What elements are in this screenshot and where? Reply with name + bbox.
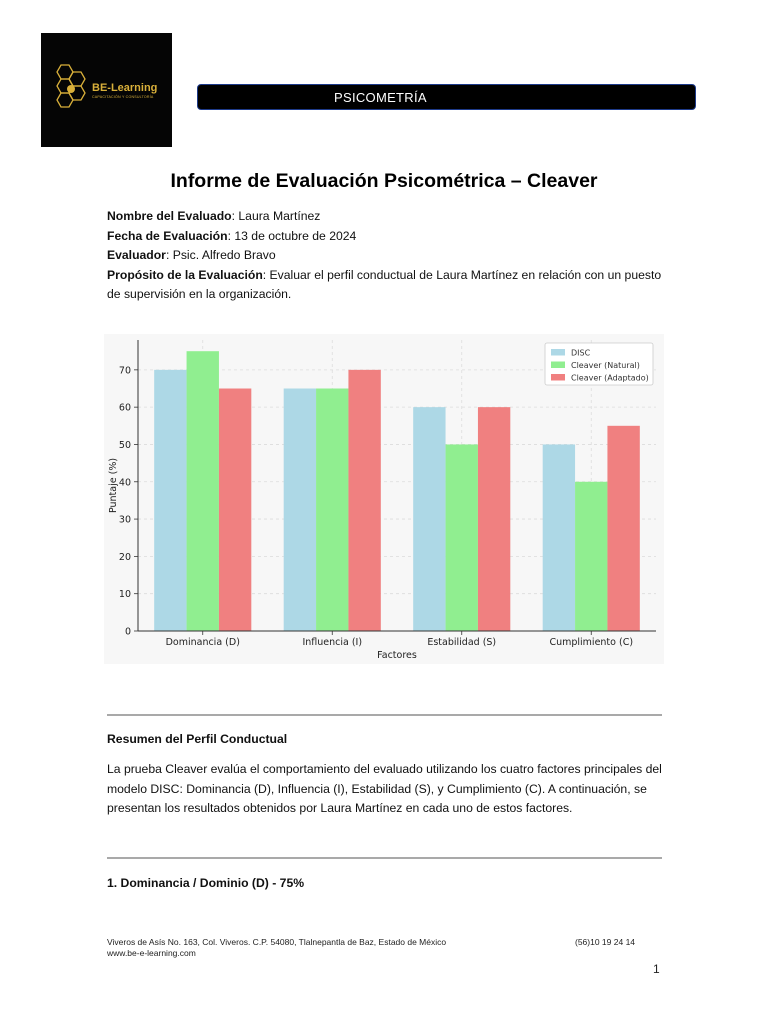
disc-bar-chart <box>104 334 664 664</box>
logo-subtext: CAPACITACIÓN Y CONSULTORÍA <box>92 95 154 99</box>
chart-bar <box>446 444 478 631</box>
footer-website[interactable]: www.be-e-learning.com <box>107 948 196 958</box>
footer-address: Viveros de Asís No. 163, Col. Viveros. C.P. 54080, Tlalnepantla de Baz, Estado de México <box>107 937 447 947</box>
meta-label: Nombre del Evaluado <box>107 209 232 223</box>
meta-label: Propósito de la Evaluación <box>107 267 263 282</box>
x-tick-label: Cumplimiento (C) <box>549 637 634 648</box>
chart-bar <box>478 407 510 631</box>
company-logo <box>41 33 172 147</box>
chart-bar <box>284 389 316 632</box>
logo-text: BE-Learning <box>92 82 158 94</box>
factor-heading: 1. Dominancia / Dominio (D) - 75% <box>107 876 305 890</box>
page-title: Informe de Evaluación Psicométrica – Cleaver <box>170 170 598 192</box>
meta-row-name <box>107 207 667 227</box>
honeycomb-icon <box>51 63 91 113</box>
chart-bar <box>413 407 445 631</box>
meta-row-date <box>107 227 667 247</box>
summary-paragraph: La prueba Cleaver evalúa el comportamiento del evaluado utilizando los cuatro factores principales del modelo DISC: Dominancia (D), Influencia (I), Estabilidad (S), y Cumplimiento (C). A continuación, se presentan los resultados obtenidos por Laura Martínez en cada uno de estos factores. <box>107 762 662 815</box>
meta-label: Evaluador <box>107 248 166 262</box>
section-heading: Resumen del Perfil Conductual <box>107 732 288 746</box>
legend-swatch <box>551 374 565 381</box>
divider <box>107 857 662 859</box>
meta-value: : Evaluar el perfil conductual de Laura Martínez en relación con un puesto de supervisión en la organización. <box>107 267 662 301</box>
y-tick-label: 60 <box>118 402 131 414</box>
meta-label: Fecha de Evaluación <box>107 228 228 243</box>
y-tick-label: 70 <box>118 365 131 377</box>
meta-row-evaluator <box>107 246 667 266</box>
x-tick-label: Influencia (I) <box>302 637 363 648</box>
banner-label: PSICOMETRÍA <box>334 90 427 105</box>
chart-bar <box>575 482 607 631</box>
legend-label: Cleaver (Natural) <box>571 361 640 370</box>
legend-swatch <box>551 362 565 369</box>
y-tick-label: 50 <box>118 439 131 451</box>
chart-bar <box>316 389 348 632</box>
legend-swatch <box>551 349 565 356</box>
chart-bar <box>348 370 380 631</box>
x-tick-label: Dominancia (D) <box>165 637 240 648</box>
meta-row-purpose <box>107 266 667 305</box>
meta-value: : Laura Martínez <box>231 209 321 223</box>
chart-bar <box>187 351 219 631</box>
chart-canvas <box>104 334 664 664</box>
y-tick-label: 30 <box>118 514 131 526</box>
page-number: 1 <box>653 962 660 976</box>
chart-bar <box>543 444 575 631</box>
divider <box>107 714 662 716</box>
y-tick-label: 40 <box>118 477 131 489</box>
y-tick-label: 0 <box>124 626 131 638</box>
x-axis-label: Factores <box>377 650 417 661</box>
legend-label: DISC <box>571 348 591 358</box>
chart-bar <box>154 370 186 631</box>
footer-phone: (56)10 19 24 14 <box>575 937 636 947</box>
y-axis-label: Puntaje (%) <box>108 457 119 514</box>
footer-address-block <box>107 937 446 959</box>
y-tick-label: 20 <box>118 551 131 563</box>
legend-label: Cleaver (Adaptado) <box>571 373 649 383</box>
chart-bar <box>607 426 639 631</box>
y-tick-label: 10 <box>118 589 131 601</box>
meta-value: : Psic. Alfredo Bravo <box>165 248 276 262</box>
meta-value: : 13 de octubre de 2024 <box>227 228 357 243</box>
x-tick-label: Estabilidad (S) <box>427 637 497 648</box>
report-metadata <box>107 207 667 305</box>
chart-bar <box>219 389 251 632</box>
section-banner <box>197 84 696 110</box>
